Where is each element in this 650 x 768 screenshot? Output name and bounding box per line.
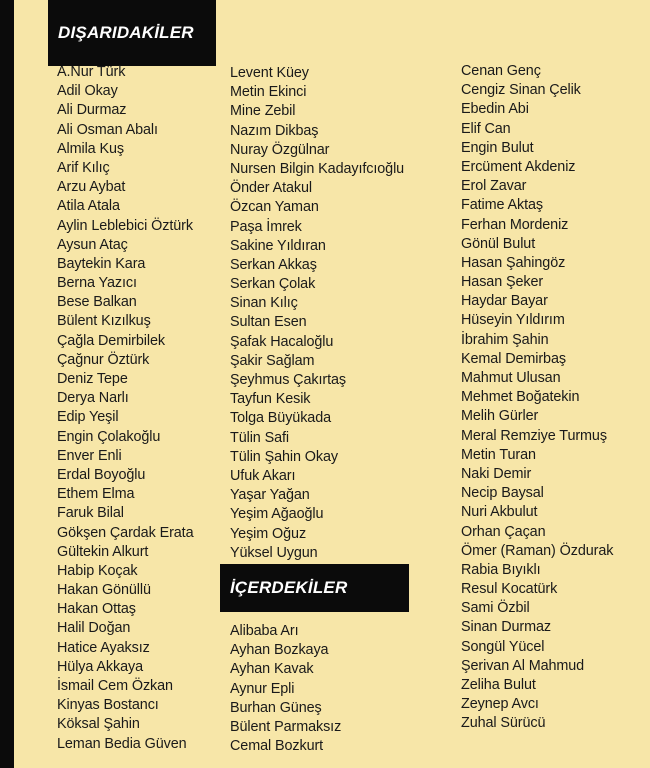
name-item: A.Nur Türk <box>57 64 126 80</box>
name-item: Gültekin Alkurt <box>57 543 149 560</box>
name-item: Leman Bedia Güven <box>57 735 187 752</box>
name-item: Ethem Elma <box>57 486 135 503</box>
name-item: Baytekin Kara <box>57 255 146 272</box>
name-item: Deniz Tepe <box>57 371 128 387</box>
name-item: Resul Kocatürk <box>461 581 558 598</box>
name-item: Sakine Yıldıran <box>230 237 326 254</box>
name-item: Nuri Akbulut <box>461 504 538 521</box>
name-item: Özcan Yaman <box>230 199 319 216</box>
name-item: Levent Küey <box>230 65 309 81</box>
name-item: Edip Yeşil <box>57 409 119 426</box>
name-item: Serkan Akkaş <box>230 256 317 273</box>
name-item: Hakan Gönüllü <box>57 582 151 599</box>
name-item: Önder Atakul <box>230 180 312 197</box>
name-item: Aysun Ataç <box>57 236 128 253</box>
name-item: Ömer (Raman) Özdurak <box>461 542 614 559</box>
name-item: Tolga Büyükada <box>230 410 332 427</box>
name-item: Bese Balkan <box>57 294 137 311</box>
name-item: Paşa İmrek <box>230 218 302 235</box>
name-item: Şakir Sağlam <box>230 352 315 369</box>
name-item: Ali Osman Abalı <box>57 121 158 138</box>
outside-names-column-3 <box>461 62 613 734</box>
name-item: Hatice Ayaksız <box>57 639 150 656</box>
name-item: Arif Kılıç <box>57 159 110 176</box>
name-item: Aynur Epli <box>230 680 295 697</box>
name-item: Mehmet Boğatekin <box>461 389 580 406</box>
name-item: Enver Enli <box>57 447 122 464</box>
name-item: Nuray Özgülnar <box>230 141 330 158</box>
name-item: Mine Zebil <box>230 103 296 120</box>
inside-heading-label: İÇERDEKİLER <box>230 578 348 597</box>
name-item: Zeliha Bulut <box>461 677 536 693</box>
name-item: Sami Özbil <box>461 600 530 617</box>
name-item: Ebedin Abi <box>461 101 529 118</box>
name-item: Songül Yücel <box>461 638 545 655</box>
name-item: Tülin Şahin Okay <box>230 448 338 465</box>
name-item: Faruk Bilal <box>57 505 124 522</box>
name-item: Hülya Akkaya <box>57 658 143 675</box>
name-item: Kinyas Bostancı <box>57 697 159 714</box>
name-item: Halil Doğan <box>57 620 131 637</box>
name-item: Almila Kuş <box>57 140 124 157</box>
name-item: Tülin Safi <box>230 429 289 446</box>
outside-names-column-1 <box>57 63 193 754</box>
name-item: Ali Durmaz <box>57 102 127 119</box>
name-item: Atila Atala <box>57 198 120 215</box>
name-item: Çağla Demirbilek <box>57 332 165 349</box>
name-item: Nazım Dikbaş <box>230 122 319 139</box>
name-item: Erdal Boyoğlu <box>57 466 146 483</box>
name-item: Çağnur Öztürk <box>57 351 150 368</box>
name-item: Arzu Aybat <box>57 179 126 196</box>
left-edge-bar <box>0 0 14 768</box>
name-item: Hasan Şahingöz <box>461 254 566 271</box>
name-item: Sultan Esen <box>230 314 307 331</box>
name-item: Cenan Genç <box>461 63 541 79</box>
inside-heading <box>220 564 409 612</box>
name-item: Mahmut Ulusan <box>461 370 561 386</box>
name-item: Haydar Bayar <box>461 293 548 310</box>
name-item: Yeşim Ağaoğlu <box>230 506 324 523</box>
name-item: Şafak Hacaloğlu <box>230 333 334 350</box>
name-item: Gönül Bulut <box>461 235 536 252</box>
name-item: Adil Okay <box>57 83 118 100</box>
name-item: Engin Çolakoğlu <box>57 428 161 445</box>
name-item: Habip Koçak <box>57 562 138 579</box>
name-item: Kemal Demirbaş <box>461 350 566 367</box>
name-item: Aylin Leblebici Öztürk <box>57 217 193 234</box>
name-item: Serkan Çolak <box>230 276 316 293</box>
name-item: Melih Gürler <box>461 408 539 425</box>
inside-names-column <box>230 622 341 756</box>
name-item: Hakan Ottaş <box>57 601 136 618</box>
name-item: Nursen Bilgin Kadayıfcıoğlu <box>230 160 405 177</box>
name-item: Orhan Çaçan <box>461 523 546 540</box>
name-item: Engin Bulut <box>461 139 534 156</box>
name-item: Köksal Şahin <box>57 716 140 733</box>
name-item: Alibaba Arı <box>230 623 299 639</box>
name-item: Gökşen Çardak Erata <box>57 524 194 541</box>
name-item: Şeyhmus Çakırtaş <box>230 372 346 388</box>
name-item: Burhan Güneş <box>230 699 322 716</box>
name-item: Hasan Şeker <box>461 274 544 291</box>
outside-heading-label: DIŞARIDAKİLER <box>58 23 194 42</box>
name-item: Ufuk Akarı <box>230 467 296 484</box>
name-item: Hüseyin Yıldırım <box>461 312 565 329</box>
name-item: Meral Remziye Turmuş <box>461 427 607 444</box>
name-item: Metin Turan <box>461 446 536 463</box>
name-item: Yeşim Oğuz <box>230 525 307 542</box>
name-item: Cemal Bozkurt <box>230 738 324 755</box>
name-item: Sinan Durmaz <box>461 619 551 636</box>
name-item: Metin Ekinci <box>230 84 307 101</box>
name-item: Fatime Aktaş <box>461 197 543 214</box>
name-item: Bülent Parmaksız <box>230 718 342 735</box>
name-item: Tayfun Kesik <box>230 391 311 408</box>
name-item: Yüksel Uygun <box>230 544 318 561</box>
name-item: Ferhan Mordeniz <box>461 216 569 233</box>
outside-heading <box>48 0 216 66</box>
name-item: İsmail Cem Özkan <box>57 678 173 694</box>
name-item: İbrahim Şahin <box>461 331 549 348</box>
name-item: Berna Yazıcı <box>57 275 137 292</box>
outside-names-column-2 <box>230 64 404 563</box>
name-item: Naki Demir <box>461 465 532 482</box>
name-item: Zuhal Sürücü <box>461 715 546 732</box>
name-item: Erol Zavar <box>461 178 527 195</box>
name-item: Elif Can <box>461 120 511 137</box>
name-item: Necip Baysal <box>461 485 544 502</box>
name-item: Cengiz Sinan Çelik <box>461 82 581 99</box>
name-item: Ayhan Kavak <box>230 661 314 678</box>
name-item: Rabia Bıyıklı <box>461 561 541 578</box>
name-item: Yaşar Yağan <box>230 487 310 504</box>
name-item: Bülent Kızılkuş <box>57 313 151 330</box>
name-item: Derya Narlı <box>57 390 129 407</box>
name-item: Sinan Kılıç <box>230 295 298 312</box>
name-item: Şerivan Al Mahmud <box>461 657 585 674</box>
name-item: Zeynep Avcı <box>461 696 539 713</box>
name-item: Ayhan Bozkaya <box>230 642 329 659</box>
name-item: Ercüment Akdeniz <box>461 158 576 175</box>
